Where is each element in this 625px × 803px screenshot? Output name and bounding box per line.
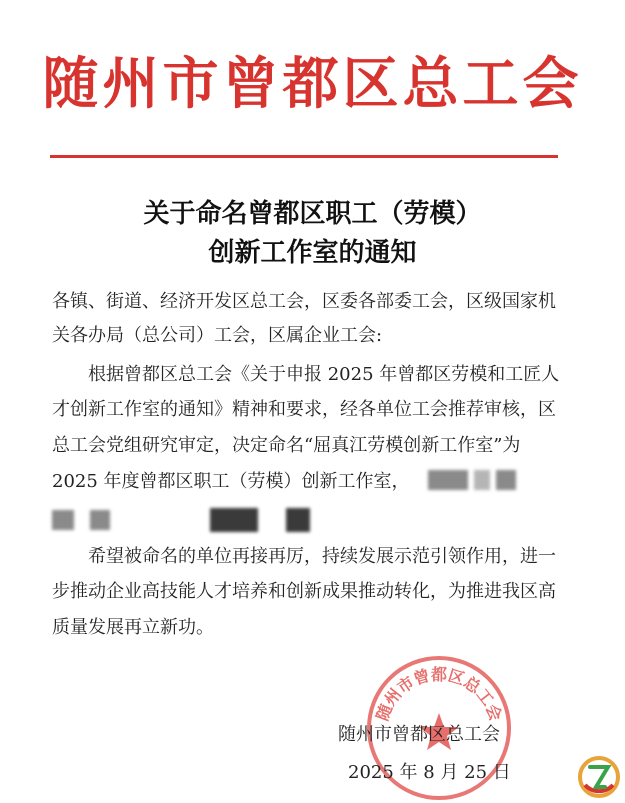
redaction-block	[474, 470, 490, 490]
paragraph1-line3: 总工会党组研究审定，决定命名“屈真江劳模创新工作室”为	[52, 435, 521, 456]
redaction-block	[428, 470, 468, 490]
addressee-line1: 各镇、街道、经济开发区总工会，区委各部委工会，区级国家机	[52, 291, 556, 312]
watermark-logo-icon	[577, 755, 621, 799]
addressee-line2: 关各办局（总公司）工会，区属企业工会:	[52, 325, 383, 346]
signature-org: 随州市曾都区总工会	[338, 724, 500, 745]
notice-title-line1: 关于命名曾都区职工（劳模）	[143, 199, 482, 229]
redaction-block	[286, 508, 310, 532]
redaction-block	[496, 470, 516, 490]
paragraph2-line3: 质量发展再立新功。	[52, 617, 214, 638]
letterhead-title: 随州市曾都区总工会	[42, 51, 583, 117]
paragraph2-line1: 希望被命名的单位再接再厉，持续发展示范引领作用，进一	[88, 546, 556, 567]
svg-text:随州市曾都区总工会: 随州市曾都区总工会	[372, 665, 506, 724]
redaction-block	[52, 510, 74, 530]
notice-title-line2: 创新工作室的通知	[208, 238, 417, 268]
signature-date: 2025 年 8 月 25 日	[348, 762, 511, 783]
paragraph1-line1: 根据曾都区总工会《关于申报 2025 年曾都区劳模和工匠人	[88, 364, 560, 385]
redaction-block	[210, 508, 258, 532]
paragraph1-line4: 2025 年度曾都区职工（劳模）创新工作室，	[52, 471, 410, 492]
redaction-block	[90, 510, 110, 530]
letterhead-divider	[50, 155, 558, 158]
paragraph1-line2: 才创新工作室的通知》精神和要求，经各单位工会推荐审核，区	[52, 399, 556, 420]
paragraph2-line2: 步推动企业高技能人才培养和创新成果推动转化，为推进我区高	[52, 581, 556, 602]
